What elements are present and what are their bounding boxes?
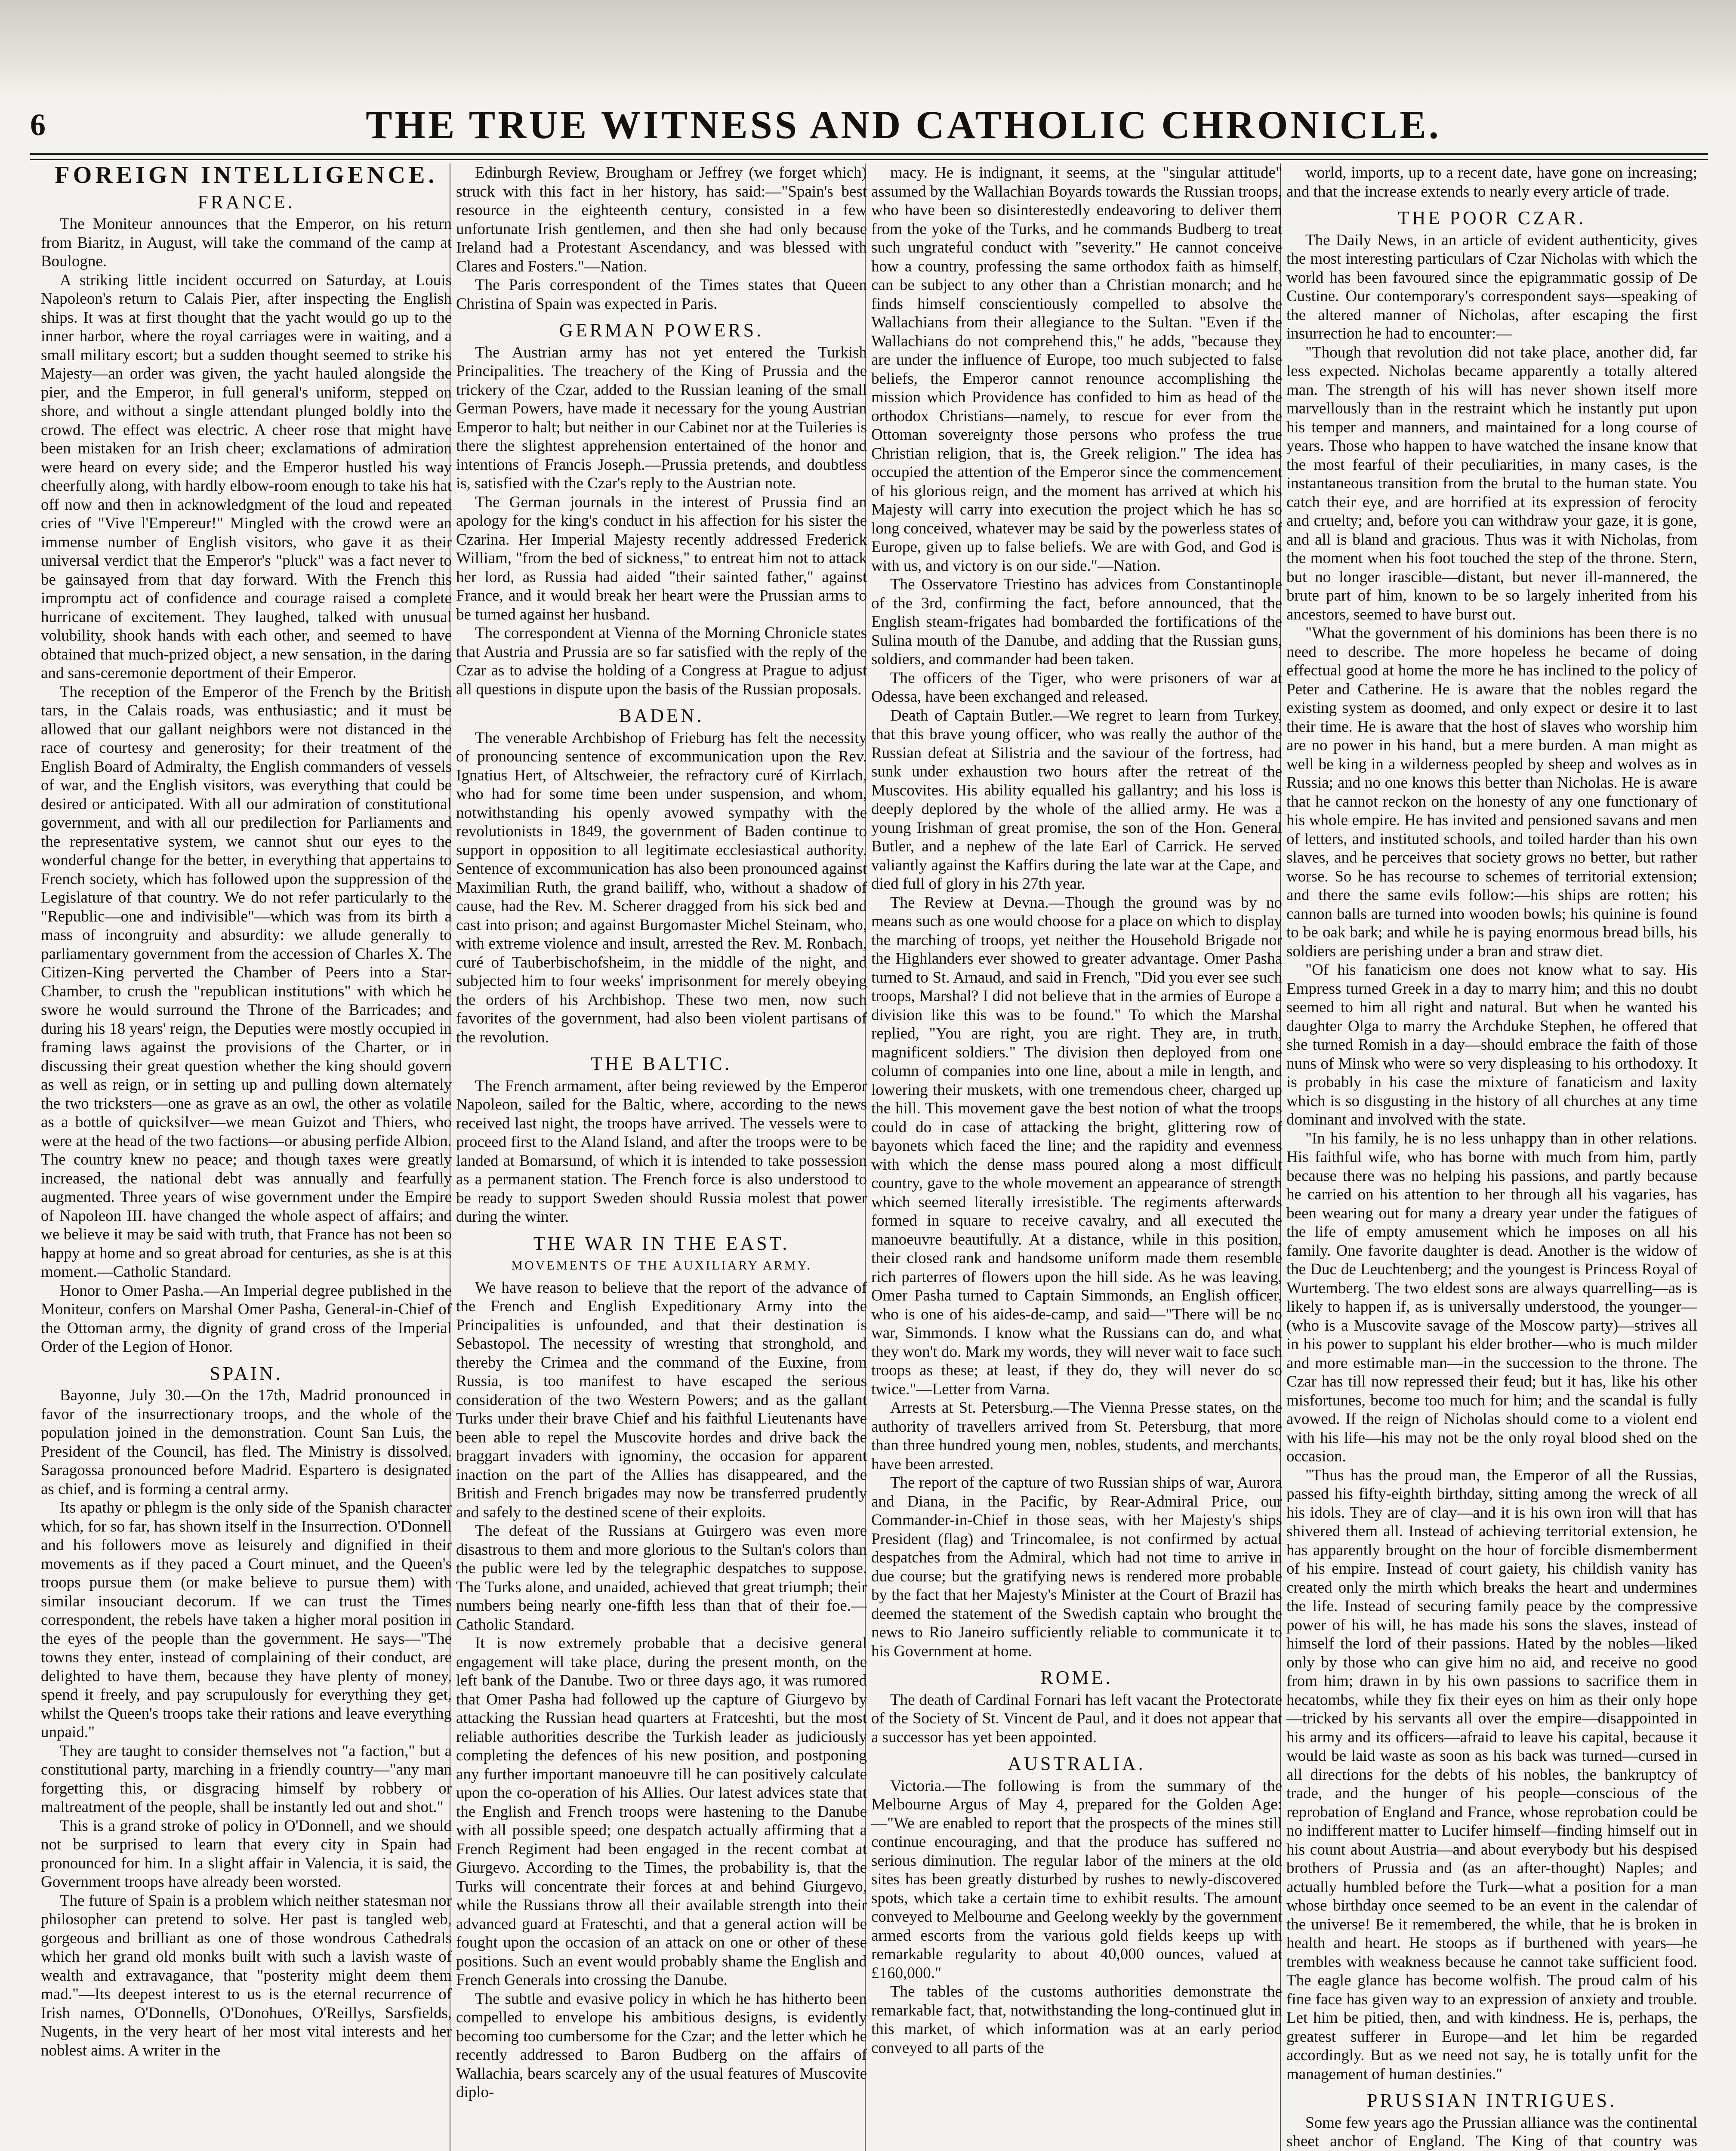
paragraph: The report of the capture of two Russian ships of war, Aurora and Diana, in the Pacific, by Rear-Admiral Price, our Commander-in-Chief in those seas, with her Majesty's ships President (flag) and Trincomalee, is not confirmed by actual despatches from the Admiral, which had not time to arrive in due course; but the gratifying news is rendered more probable by the fact that her Majesty's Minister at the Court of Brazil has deemed the statement of the Swedish captain who brought the news to Rio Janeiro sufficiently reliable to communicate it to his Government at home. [871,1474,1282,1660]
section-heading-war-in-the-east: THE WAR IN THE EAST. [533,1233,790,1254]
paragraph: The officers of the Tiger, who were prisoners of war at Odessa, have been exchanged and released. [871,669,1282,706]
paragraph: The venerable Archbishop of Frieburg has felt the necessity of pronouncing sentence of excommunication upon the Rev. Ignatius Hert, of Altschweier, the refractory curé of Kirrlach, who had for some time been under suspension, and whom, notwithstanding his openly avowed sympathy with the revolutionists in 1849, the government of Baden continue to support in opposition to all legitimate ecclesiastical authority. Sentence of excommunication has also been pronounced against Maximilian Ruth, the grand bailiff, who, without a shadow of cause, had the Rev. M. Scherer dragged from his sick bed and cast into prison; and against Burgomaster Michel Steinam, who, with extreme violence and insult, arrested the Rev. M. Ronbach, curé of Tauberbischofsheim, in the middle of the night, and subjected him to four weeks' imprisonment for merely obeying the orders of his Archbishop. These two men, now such favorites of the government, had also been violent partisans of the revolution. [456,729,867,1046]
column-4 [1286,163,1697,2151]
paragraph: "Thus has the proud man, the Emperor of all the Russias, passed his fifty-eighth birthday, sitting among the wreck of all his idols. They are of clay—and it is his own iron will that has shivered them all. Instead of achieving territorial extension, he has apparently brought on the hour of forcible dismemberment of his empire. Instead of court gaiety, his childish vanity has created only the mirth which breaks the heart and undermines the life. Instead of securing family peace by the compressive power of his will, he has made his sons the slaves, instead of himself the lord of their passions. Hated by the nobles—liked only by those who can give him no aid, and receive no good from him; drawn in by his own passions to sacrifice them in hecatombs, while they fix their eyes on him as their only hope—tricked by his servants all over the empire—disappointed in his army and its officers—afraid to leave his capital, because it would be laid waste as soon as his back was turned—cursed in all directions for the debts of his nobles, the bankruptcy of trade, and the hunger of his people—conscious of the reprobation of England and France, whose reprobation could be no indifferent matter to Lucifer himself—finding himself out in his count about Austria—and about everybody but his despised brothers of Prussia and (as an after-thought) Naples; and actually humbled before the Turk—what a position for a man whose birthday once seemed to be an event in the calendar of the universe! Be it remembered, the while, that he is broken in health and heart. He stoops as if burthened with years—he trembles with weakness because he cannot take sufficient food. The eagle glance has become wolfish. The proud calm of his fine face has given way to an expression of anxiety and trouble. Let him be pitied, then, and with kindness. He is, perhaps, the greatest sufferer in Europe—and let him be regarded accordingly. But as we need not say, he is totally unfit for the management of human destinies." [1286,1466,1697,2083]
paragraph: The reception of the Emperor of the French by the British tars, in the Calais roads, was enthusiastic; and it must be allowed that our gallant neighbors were not distanced in the race of courtesy and generosity; for their treatment of the English Board of Admiralty, the English commanders of vessels of war, and the English visitors, was everything that could be desired or anticipated. With all our admiration of constitutional government, and with all our predilection for Parliaments and the representative system, we cannot shut our eyes to the wonderful change for the better, in everything that appertains to French society, which has followed upon the suppression of the Legislature of that country. We do not refer particularly to the "Republic—one and indivisible"—which was from its birth a mass of incongruity and absurdity: we allude generally to parliamentary government from the accession of Charles X. The Citizen-King perverted the Chamber of Peers into a Star-Chamber, to crush the "republican institutions" with which he swore he would surround the Throne of the Barricades; and during his 18 years' reign, the Deputies were mostly occupied in framing laws against the provisions of the Charter, or in discussing their great question whether the king should govern as well as reign, or in setting up and pulling down alternately the two tricksters—one as grave as an owl, the other as volatile as a bottle of quicksilver—we mean Guizot and Thiers, who were at the head of the two factions—or abusing perfide Albion. The country knew no peace; and though taxes were greatly increased, the national debt was annually and fearfully augmented. Three years of wise government under the Empire of Napoleon III. have changed the whole aspect of affairs; and we believe it may be said with truth, that France has not been so happy at home and so great abroad for centuries, as she is at this moment.—Catholic Standard. [41,683,452,1281]
paragraph: The defeat of the Russians at Guirgero was even more disastrous to them and more glorious to the Sultan's colors than the public were led by the telegraphic despatches to suppose. The Turks alone, and unaided, achieved that great triumph; their numbers being nearly one-fifth less than that of their foe.—Catholic Standard. [456,1522,867,1633]
section-heading-poor-czar: THE POOR CZAR. [1397,207,1586,228]
paragraph: Some few years ago the Prussian alliance was the continental sheet anchor of England. The King of that country was [1286,2114,1697,2150]
section-heading-france: FRANCE. [197,191,295,213]
section-heading-prussian-intrigues: PRUSSIAN INTRIGUES. [1367,2090,1617,2111]
section-heading-rome: ROME. [1040,1667,1113,1688]
paragraph: "In his family, he is no less unhappy than in other relations. His faithful wife, who has borne with much from him, partly because there was no helping his passions, and partly because he carried on his attention to her through all his vagaries, has been wearing out for many a dreary year under the fatigues of the life of empty amusement which he imposes on all his family. One favorite daughter is dead. Another is the widow of the Duc de Leuchtenberg; and the youngest is Princess Royal of Wurtemberg. The two eldest sons are always quarrelling—as is likely to happen if, as is universally understood, the younger—(who is a Muscovite savage of the Moscow party)—strives all in his power to supplant his elder brother—who is much milder and more estimable man—in the succession to the throne. The Czar has till now repressed their feud; but it has, like his other misfortunes, become too much for him; and the scandal is fully avowed. If the reign of Nicholas should come to a violent end with his life—his may not be the only royal blood shed on the occasion. [1286,1129,1697,1465]
section-heading-german-powers: GERMAN POWERS. [559,320,764,341]
paragraph: "Of his fanaticism one does not know what to say. His Empress turned Greek in a day to marry him; and this no doubt seemed to him all right and natural. But when he wanted his daughter Olga to marry the Archduke Stephen, he offered that she turned Romish in a day—should embrace the faith of those nuns of Minsk who were so very displeasing to his orthodoxy. It is probably in his case the mixture of fanaticism and laxity which is so disgusting in the history of all churches at any time dominant and involved with the state. [1286,961,1697,1128]
paragraph: Edinburgh Review, Brougham or Jeffrey (we forget which) struck with this fact in her history, has said:—"Spain's best resource in the eighteenth century, consisted in a few unfortunate Irish gentlemen, and then she had only because Ireland had a Protestant Ascendancy, and was blessed with Clares and Fosters."—Nation. [456,164,867,275]
paragraph: Its apathy or phlegm is the only side of the Spanish character which, for so far, has shown itself in the Insurrection. O'Donnell and his followers move as leisurely and dignified in their movements as if they paced a Court minuet, and the Queen's troops pursue them (or make believe to pursue them) with similar insouciant decorum. If we can trust the Times correspondent, the rebels have taken a higher moral position in the eyes of the people than the government. He says—"The towns they enter, instead of complaining of their conduct, are delighted to have them, because they have plenty of money, spend it freely, and pay scrupulously for everything they get, whilst the Queen's troops take their rations and leave everything unpaid." [41,1499,452,1741]
paragraph: It is now extremely probable that a decisive general engagement will take place, during the present month, on the left bank of the Danube. Two or three days ago, it was rumored that Omer Pasha had followed up the capture of Giurgevo by attacking the Russian head quarters at Fratceshti, but the most reliable authorities describe the Turkish leader as judiciously completing the defences of his new position, and postponing any further important manoeuvre till he can positively calculate upon the co-operation of his Allies. Our latest advices state that the English and French troops were hastening to the Danube with all possible speed; one despatch actually affirming that a French Regiment had been engaged in the recent combat at Giurgevo. According to the Times, the probability is, that the Turks will concentrate their forces at and behind Giurgevo, while the Russians throw all their available strength into their advanced guard at Frateschti, and that a general action will be fought upon the occasion of an attack on one or other of these positions. Such an event would probably shame the English and French Generals into crossing the Danube. [456,1634,867,1989]
paragraph: Honor to Omer Pasha.—An Imperial degree published in the Moniteur, confers on Marshal Omer Pasha, General-in-Chief of the Ottoman army, the dignity of grand cross of the Imperial Order of the Legion of Honor. [41,1282,452,1356]
newspaper-title: THE TRUE WITNESS AND CATHOLIC CHRONICLE. [366,103,1441,147]
paragraph: world, imports, up to a recent date, have gone on increasing; and that the increase extends to nearly every article of trade. [1286,164,1697,200]
paragraph: Bayonne, July 30.—On the 17th, Madrid pronounced in favor of the insurrectionary troops, and the whole of the population joined in the demonstration. Count San Luis, the President of the Council, has fled. The Ministry is dissolved. Saragossa pronounced before Madrid. Espartero is designated as chief, and is forming a central army. [41,1387,452,1498]
paragraph: The Moniteur announces that the Emperor, on his return from Biaritz, in August, will take the command of the camp at Boulogne. [41,215,452,270]
paragraph: The French armament, after being reviewed by the Emperor Napoleon, sailed for the Baltic, where, according to the news received last night, the troops have arrived. The vessels were to proceed first to the Aland Island, and after the troops were to be landed at Bomarsund, of which it is intended to take possession as a permanent station. The French force is also understood to be ready to support Sweden should Russia molest that power during the winter. [456,1077,867,1226]
paragraph: The Austrian army has not yet entered the Turkish Principalities. The treachery of the King of Prussia and the trickery of the Czar, added to the Russian leaning of the small German Powers, have made it necessary for the young Austrian Emperor to halt; but neither in our Cabinet nor at the Tuileries is there the slightest apprehension entertained of the honor and intentions of Francis Joseph.—Prussia pretends, and doubtless is, satisfied with the Czar's reply to the Austrian note. [456,343,867,492]
section-heading-foreign-intelligence: FOREIGN INTELLIGENCE. [55,163,438,188]
paragraph: The German journals in the interest of Prussia find an apology for the king's conduct in his affection for his sister the Czarina. Her Imperial Majesty recently addressed Frederick William, "from the bed of sickness," to entreat him not to attack her lord, as Russia had aided "their sainted father," against France, and it would break her heart were the Prussian arms to be turned against her husband. [456,493,867,623]
paragraph: This is a grand stroke of policy in O'Donnell, and we should not be surprised to learn that every city in Spain had pronounced for him. In a slight affair in Valencia, it is said, the Government troops have already been worsted. [41,1817,452,1891]
paragraph: The death of Cardinal Fornari has left vacant the Protectorate of the Society of St. Vincent de Paul, and it does not appear that a successor has yet been appointed. [871,1691,1282,1746]
section-heading-australia: AUSTRALIA. [1008,1753,1146,1774]
section-heading-spain: SPAIN. [210,1362,283,1384]
paragraph: They are taught to consider themselves not "a faction," but a constitutional party, marching in a friendly country—"any man forgetting this, or disgracing himself by robbery or maltreatment of the people, shall be instantly led out and shot." [41,1742,452,1816]
section-heading-baltic: THE BALTIC. [591,1053,732,1074]
paragraph: Death of Captain Butler.—We regret to learn from Turkey, that this brave young officer, who was really the author of the Russian defeat at Silistria and the saviour of the fortress, had sunk under exhaustion two hours after the retreat of the Muscovites. His ability equalled his gallantry; and his loss is deeply deplored by the whole of the allied army. He was a young Irishman of great promise, the son of the Hon. General Butler, and a nephew of the late Earl of Carrick. He served valiantly against the Kaffirs during the late war at the Cape, and died full of glory in his 27th year. [871,706,1282,893]
paragraph: macy. He is indignant, it seems, at the "singular attitude" assumed by the Wallachian Boyards towards the Russian troops, who have been so disinterestedly endeavoring to deliver them from the yoke of the Turks, and he commands Budberg to treat such ungrateful conduct with "severity." He cannot conceive how a country, professing the same orthodox faith as himself, can be subject to any other than a Christian monarch; and he finds himself conscientiously compelled to absolve the Wallachians from their allegiance to the Sultan. "Even if the Wallachians do not comprehend this," he adds, "because they are under the influence of Europe, too much subjected to false beliefs, the Emperor cannot renounce accomplishing the mission which Providence has confided to him as head of the orthodox Christians—namely, to rescue for ever from the Ottoman sovereignty those persons who profess the true Christian religion, that is, the Greek religion." The idea has occupied the attention of the Emperor since the commencement of his glorious reign, and the moment has arrived at which his Majesty will carry into execution the project which he has so long conceived, whatever may be said by the powerless states of Europe, given up to false beliefs. We are with God, and God is with us, and victory is on our side."—Nation. [871,164,1282,575]
column-1 [41,163,452,2151]
paragraph: The tables of the customs authorities demonstrate the remarkable fact, that, notwithstanding the long-continued glut in this market, of which information was at an early period conveyed to all parts of the [871,1983,1282,2057]
paragraph: The Paris correspondent of the Times states that Queen Christina of Spain was expected in Paris. [456,276,867,313]
page-number: 6 [30,107,46,142]
paragraph: A striking little incident occurred on Saturday, at Louis Napoleon's return to Calais Pier, after inspecting the English ships. It was at first thought that the yacht would go up to the inner harbor, where the royal carriages were in waiting, and a small military escort; but a sudden thought seemed to strike his Majesty—an order was given, the yacht hauled alongside the pier, and the Emperor, in full general's uniform, stepped on shore, and without a single attendant plunged boldly into the crowd. The effect was electric. A cheer rose that might have been mistaken for an Irish cheer; exclamations of admiration were heard on every side; and the Emperor hustled his way cheerfully along, with hardly elbow-room enough to take his hat off now and then in acknowledgment of the loud and repeated cries of "Vive l'Empereur!" Mingled with the crowd were an immense number of English visitors, who gave it as their universal verdict that the Emperor's "pluck" was a fact never to be gainsayed from that day forward. With the French this impromptu act of confidence and courage raised a complete hurricane of excitement. They laughed, talked with unusual volubility, shook hands with each other, and seemed to have obtained that much-prized object, a new sensation, in the daring and sans-ceremonie deportment of their Emperor. [41,271,452,682]
masthead-bar [30,99,1708,151]
paragraph: We have reason to believe that the report of the advance of the French and English Expeditionary Army into the Principalities is unfounded, and that their destination is Sebastopol. The necessity of wresting that stronghold, and thereby the Crimea and the command of the Euxine, from Russia, is too manifest to have escaped the serious consideration of the two Western Powers; and as the gallant Turks under their brave Chief and his faithful Lieutenants have been able to repel the Muscovite hordes and drive back the braggart invaders with ignominy, the occasion for apparent inaction on the part of the Allies has disappeared, and the British and French brigades may now be transferred prudently and safely to the destined scene of their exploits. [456,1279,867,1521]
section-heading-baden: BADEN. [619,705,704,726]
subheading-auxiliary-army: MOVEMENTS OF THE AUXILIARY ARMY. [511,1258,812,1273]
column-3 [871,163,1282,2151]
paragraph: The correspondent at Vienna of the Morning Chronicle states that Austria and Prussia are so far satisfied with the reply of the Czar as to advise the holding of a Congress at Prague to adjust all questions in dispute upon the basis of the Russian proposals. [456,624,867,698]
paragraph: "Though that revolution did not take place, another did, far less expected. Nicholas became apparently a totally altered man. The strength of his will has never shown itself more marvellously than in the restraint which he instantly put upon his temper and manners, and maintained for a long course of years. Those who happen to have watched the insane know that the most fearful of their peculiarities, in many cases, is the instantaneous transition from the brutal to the human state. You catch their eye, and are horrified at its expression of ferocity and cruelty; and, before you can withdraw your gaze, it is gone, and all is bland and gracious. Thus was it with Nicholas, from the moment when his foot touched the step of the throne. Stern, but no longer irascible—distant, but never ill-mannered, the brute part of him, known to be so largely inherited from his ancestors, seemed to have burst out. [1286,343,1697,623]
paragraph: Victoria.—The following is from the summary of the Melbourne Argus of May 4, prepared for the Golden Age:—"We are enabled to report that the prospects of the mines still continue encouraging, and that the produce has suffered no serious diminution. The regular labor of the miners at the old sites has been greatly disturbed by rushes to newly-discovered spots, which take a certain time to exhibit results. The amount conveyed to Melbourne and Geelong weekly by the government armed escorts from the various gold fields keeps up with remarkable regularity to about 40,000 ounces, valued at £160,000." [871,1777,1282,1982]
paragraph: "What the government of his dominions has been there is no need to describe. The more hopeless he became of doing effectual good at home the more he has inclined to the policy of Peter and Catherine. He is aware that the nobles regard the existing system as doomed, and only expect or desire it to last their time. He is aware that the host of slaves who worship him are no power in his hand, but a mere burden. A man might as well be king in a wilderness peopled by sheep and wolves as in Russia; and no one knows this better than Nicholas. He is aware that he cannot reckon on the honesty of any one functionary of his whole empire. He has invited and pensioned savans and men of letters, and instituted schools, and toiled harder than his own slaves, and he perceives that society grows no better, but rather worse. So he has recourse to schemes of territorial extension; and there the same evils follow:—his ships are rotten; his cannon balls are turned into wooden bowls; his quinine is found to be oak bark; and while he is paying enormous bread bills, his soldiers are perishing under a bran and straw diet. [1286,624,1697,960]
paragraph: The future of Spain is a problem which neither statesman nor philosopher can pretend to solve. Her past is tangled web, gorgeous and brilliant as one of those wondrous Cathedrals which her grand old monks built with such a lavish waste of wealth and extravagance, that "posterity might deem them mad."—Its deepest interest to us is the eternal recurrence of Irish names, O'Donnells, O'Donohues, O'Reillys, Sarsfields, Nugents, in the very heart of her most vital interests and her noblest aims. A writer in the [41,1892,452,2059]
paragraph: The Review at Devna.—Though the ground was by no means such as one would choose for a place on which to display the marching of troops, yet neither the Household Brigade nor the Highlanders ever showed to greater advantage. Omer Pasha turned to St. Arnaud, and said in French, "Did you ever see such troops, Marshal? I did not believe that in the armies of Europe a division like this was to be found." To which the Marshal replied, "You are right, you are right. They are, in truth, magnificent soldiers." The division then deployed from one column of companies into one line, about a mile in length, and lowering their muskets, with one tremendous cheer, charged up the hill. This movement gave the best notion of what the troops could do in case of attacking the bright, glittering row of bayonets which faced the line; and the rapidity and evenness with which the dense mass poured along a most difficult country, gave to the whole movement an appearance of strength which seemed literally irresistible. The regiments afterwards formed in square to receive cavalry, and all executed the manoeuvre beautifully. At a distance, while in this position, their closed rank and handsome uniform made them resemble rich parterres of flowers upon the hill side. As he was leaving, Omer Pasha turned to Captain Simmonds, an English officer, who is one of his aides-de-camp, and said—"There will be no war, Simmonds. I know what the Russians can do, and what they won't do. Mark my words, they will never wait to face such troops as these; at least, if they do, they will never do so twice."—Letter from Varna. [871,894,1282,1398]
paragraph: The Daily News, in an article of evident authenticity, gives the most interesting particulars of Czar Nicholas with which the world has been favoured since the epigrammatic gossip of De Custine. Our contemporary's correspondent says—speaking of the altered manner of Nicholas, after escaping the first insurrection he had to encounter:— [1286,231,1697,342]
paragraph: The Osservatore Triestino has advices from Constantinople of the 3rd, confirming the fact, before announced, that the English steam-frigates had bombarded the fortifications of the Sulina mouth of the Danube, and adding that the Russian guns, soldiers, and commander had been taken. [871,576,1282,668]
paragraph: Arrests at St. Petersburg.—The Vienna Presse states, on the authority of travellers arrived from St. Petersburg, that more than three hundred young men, nobles, students, and merchants, have been arrested. [871,1399,1282,1473]
header-rule [30,153,1708,160]
paragraph: The subtle and evasive policy in which he has hitherto been compelled to envelope his ambitious designs, is evidently becoming too cumbersome for the Czar; and the letter which he recently addressed to Baron Budberg on the affairs of Wallachia, bears scarcely any of the usual features of Muscovite diplo- [456,1990,867,2101]
column-2 [456,163,867,2151]
